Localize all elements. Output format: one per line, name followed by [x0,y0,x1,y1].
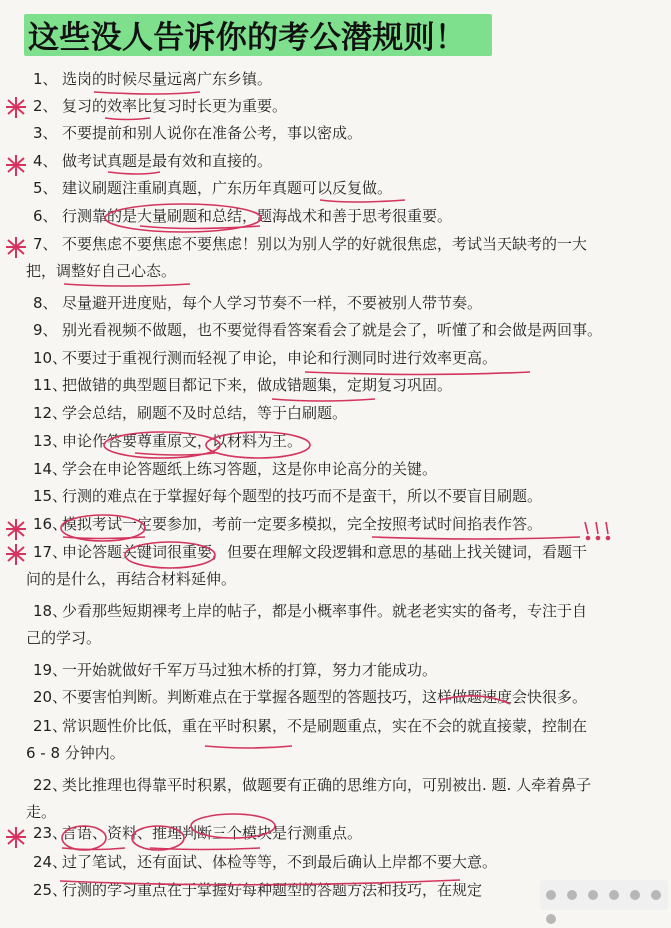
rule-number: 23、 [33,824,68,842]
rule-number: 16、 [33,515,68,533]
rule-text: 言语、资料、推理判断三个模块是行测重点。 [62,824,363,842]
rule-text: 过了笔试，还有面试、体检等等，不到最后确认上岸都不要大意。 [62,853,498,871]
dot-icon [630,890,640,900]
rule-text: 不要害怕判断。判断难点在于掌握各题型的答题技巧，这样做题速度会快很多。 [62,688,588,706]
rule-number: 1、 [33,70,58,88]
rule-number: 17、 [33,543,68,561]
rule-text: 申论答题关键词很重要，但要在理解文段逻辑和意思的基础上找关键词，看题干 [62,543,588,561]
dot-icon [588,890,598,900]
rule-number: 2、 [33,97,58,115]
rule-number: 15、 [33,487,68,505]
rule-text-continued: 己的学习。 [26,629,102,647]
rule-number: 20、 [33,688,68,706]
rule-number: 12、 [33,404,68,422]
rule-text: 复习的效率比复习时长更为重要。 [62,97,288,115]
rule-number: 22、 [33,776,68,794]
dot-icon [546,914,556,924]
rule-text: 申论作答要尊重原文，以材料为王。 [62,432,303,450]
rule-text: 类比推理也得靠平时积累，做题要有正确的思维方向，可别被出. 题. 人牵着鼻子 [62,776,592,794]
rule-text: 行测的学习重点在于掌握好每种题型的答题方法和技巧，在规定 [62,881,483,899]
rule-number: 13、 [33,432,68,450]
rule-text: 不要提前和别人说你在准备公考，事以密成。 [62,124,363,142]
rule-text: 做考试真题是最有效和直接的。 [62,152,273,170]
rule-number: 19、 [33,661,68,679]
rule-text: 常识题性价比低，重在平时积累，不是刷题重点，实在不会的就直接蒙，控制在 [62,717,588,735]
rule-text: 少看那些短期裸考上岸的帖子，都是小概率事件。就老老实实的备考，专注于自 [62,602,588,620]
rule-number: 7、 [33,235,58,253]
rule-number: 6、 [33,207,58,225]
rule-text-continued: 问的是什么，再结合材料延伸。 [26,570,237,588]
rule-text-continued: 6 - 8 分钟内。 [26,744,125,762]
rule-number: 14、 [33,460,68,478]
rule-number: 24、 [33,853,68,871]
rule-text: 建议刷题注重刷真题，广东历年真题可以反复做。 [62,179,393,197]
rule-text: 模拟考试一定要参加，考前一定要多模拟，完全按照考试时间掐表作答。 [62,515,543,533]
rule-text-continued: 把，调整好自己心态。 [26,262,177,280]
rule-text: 学会在申论答题纸上练习答题，这是你申论高分的关键。 [62,460,438,478]
dot-icon [609,890,619,900]
rule-number: 21、 [33,717,68,735]
rule-text-continued: 走。 [26,803,57,821]
rule-text: 行测靠的是大量刷题和总结，题海战术和善于思考很重要。 [62,207,453,225]
dot-icon [546,890,556,900]
rule-text: 尽量避开进度贴，每个人学习节奏不一样，不要被别人带节奏。 [62,294,483,312]
rule-number: 10、 [33,349,68,367]
rule-text: 学会总结，刷题不及时总结，等于白刷题。 [62,404,348,422]
rule-text: 不要焦虑不要焦虑不要焦虑！别以为别人学的好就很焦虑，考试当天缺考的一大 [62,235,588,253]
rule-number: 5、 [33,179,58,197]
rule-text: 一开始就做好千军万马过独木桥的打算，努力才能成功。 [62,661,438,679]
image-overlay-dots [540,880,668,910]
dot-icon [567,890,577,900]
rule-number: 9、 [33,321,58,339]
rule-number: 11、 [33,376,68,394]
rule-number: 18、 [33,602,68,620]
rule-number: 8、 [33,294,58,312]
rule-number: 4、 [33,152,58,170]
rule-number: 25、 [33,881,68,899]
rule-text: 选岗的时候尽量远离广东乡镇。 [62,70,273,88]
page-title: 这些没人告诉你的考公潜规则！ [28,20,467,56]
dot-icon [651,890,661,900]
rule-number: 3、 [33,124,58,142]
rule-text: 不要过于重视行测而轻视了申论，申论和行测同时进行效率更高。 [62,349,498,367]
rule-text: 行测的难点在于掌握好每个题型的技巧而不是蛮干，所以不要盲目刷题。 [62,487,543,505]
rule-text: 把做错的典型题目都记下来，做成错题集，定期复习巩固。 [62,376,453,394]
rule-text: 别光看视频不做题，也不要觉得看答案看会了就是会了，听懂了和会做是两回事。 [62,321,603,339]
